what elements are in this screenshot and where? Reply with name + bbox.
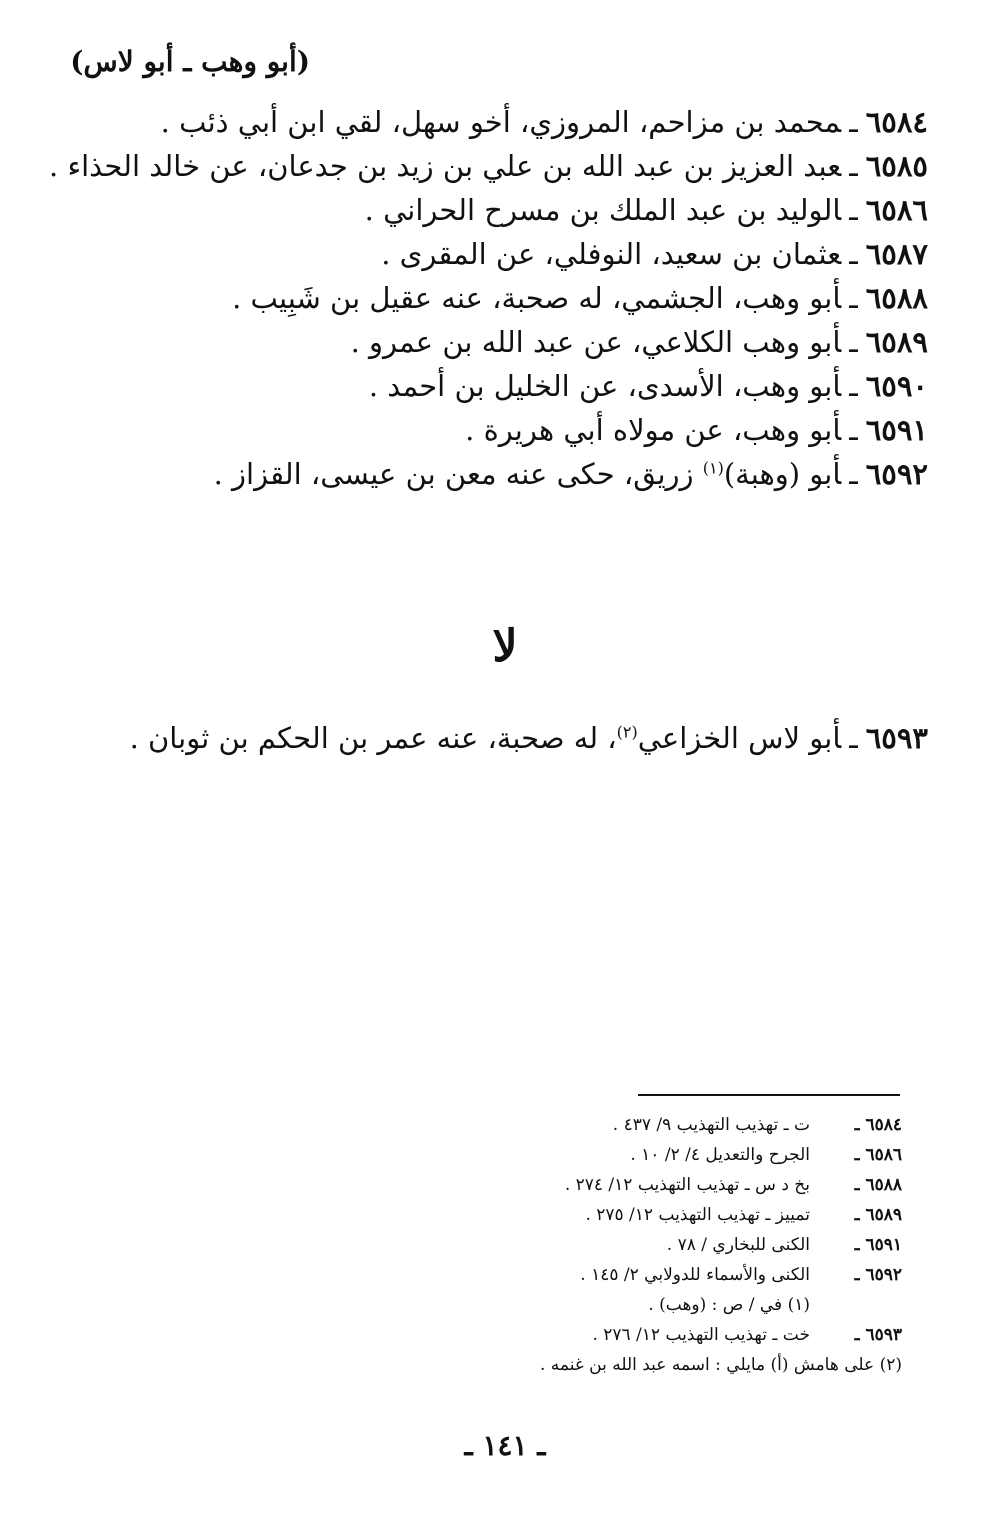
entry-text: أبو (وهبة) — [723, 457, 842, 491]
entries-list — [49, 100, 928, 496]
entry-number: ٦٥٩٣ — [865, 721, 928, 755]
note-number: ٦٥٨٩ ـ — [854, 1205, 902, 1225]
note-number: ٦٥٨٦ ـ — [854, 1145, 902, 1165]
entry-text: أبو وهب، الأسدى، عن الخليل بن أحمد . — [368, 369, 842, 403]
entry-number: ٦٥٨٤ — [865, 105, 928, 139]
page-number: ـ ١٤١ ـ — [464, 1429, 546, 1462]
footnote-1: (١) في / ص : (وهب) . — [648, 1295, 810, 1315]
entry-text: أبو وهب، الجشمي، له صحبة، عنه عقيل بن شَبِيب . — [232, 281, 842, 315]
note-text: الجرح والتعديل ٤/ ٢/ ١٠ . — [630, 1145, 810, 1165]
note-6589 — [402, 1200, 902, 1230]
note-6586 — [402, 1140, 902, 1170]
running-title: (أبو وهب ـ أبو لاس) — [70, 45, 310, 78]
entry-number: ٦٥٨٦ — [865, 193, 928, 227]
entry-6586: ٦٥٨٦ـالوليد بن عبد الملك بن مسرح الحراني . — [364, 193, 928, 227]
entries-list-2 — [68, 716, 928, 760]
footnote-marker[interactable]: (٢) — [616, 722, 638, 742]
note-number: ٦٥٩٢ ـ — [854, 1265, 902, 1285]
note-number: ٦٥٨٨ ـ — [854, 1175, 902, 1195]
note-text: ت ـ تهذيب التهذيب ٩/ ٤٣٧ . — [612, 1115, 810, 1135]
note-6593 — [402, 1320, 902, 1350]
entry-number: ٦٥٩٢ — [865, 457, 928, 491]
entry-number: ٦٥٨٧ — [865, 237, 928, 271]
note-number: ٦٥٩١ ـ — [854, 1235, 902, 1255]
entry-text: عثمان بن سعيد، النوفلي، عن المقرى . — [381, 237, 842, 271]
entry-text: عبد العزيز بن عبد الله بن علي بن زيد بن جدعان، عن خالد الحذاء . — [49, 149, 842, 183]
entry-6591: ٦٥٩١ـأبو وهب، عن مولاه أبي هريرة . — [465, 413, 928, 447]
note-text: خت ـ تهذيب التهذيب ١٢/ ٢٧٦ . — [592, 1325, 810, 1345]
entry-text: أبو وهب، عن مولاه أبي هريرة . — [465, 413, 842, 447]
entry-text-cont: زريق، حكى عنه معن بن عيسى، القزاز . — [213, 457, 703, 491]
entry-text-cont: ، له صحبة، عنه عمر بن الحكم بن ثوبان . — [129, 721, 617, 755]
entry-6584: ٦٥٨٤ـمحمد بن مزاحم، المروزي، أخو سهل، لقي ابن أبي ذئب . — [160, 105, 928, 139]
note-number: ٦٥٨٤ ـ — [854, 1115, 902, 1135]
note-text: بخ د س ـ تهذيب التهذيب ١٢/ ٢٧٤ . — [564, 1175, 810, 1195]
entry-6587: ٦٥٨٧ـعثمان بن سعيد، النوفلي، عن المقرى . — [381, 237, 928, 271]
entry-6585: ٦٥٨٥ـعبد العزيز بن عبد الله بن علي بن زيد بن جدعان، عن خالد الحذاء . — [49, 149, 928, 183]
entry-number: ٦٥٩٠ — [865, 369, 928, 403]
entry-6592: ٦٥٩٢ـأبو (وهبة)$^{(١)}$ زريق، حكى عنه معن بن عيسى، القزاز . — [213, 457, 928, 491]
entry-text: أبو لاس الخزاعي — [637, 721, 842, 755]
entry-number: ٦٥٨٥ — [865, 149, 928, 183]
entry-number: ٦٥٩١ — [865, 413, 928, 447]
footnote-2: (٢) على هامش (أ) مايلي : اسمه عبد الله بن غنمه . — [539, 1355, 902, 1375]
footnote-marker[interactable]: (١) — [702, 458, 724, 478]
note-text: الكنى والأسماء للدولابي ٢/ ١٤٥ . — [580, 1265, 810, 1285]
entry-6589: ٦٥٨٩ـأبو وهب الكلاعي، عن عبد الله بن عمرو . — [350, 325, 928, 359]
notes-block — [402, 1110, 902, 1380]
note-text: تمييز ـ تهذيب التهذيب ١٢/ ٢٧٥ . — [585, 1205, 810, 1225]
entry-6590: ٦٥٩٠ـأبو وهب، الأسدى، عن الخليل بن أحمد . — [368, 369, 928, 403]
entry-6593: ٦٥٩٣ـأبو لاس الخزاعي$^{(٢)}$، له صحبة، عنه عمر بن الحكم بن ثوبان . — [129, 721, 928, 755]
entry-text: أبو وهب الكلاعي، عن عبد الله بن عمرو . — [350, 325, 842, 359]
footnote-divider — [638, 1094, 900, 1096]
note-6592 — [402, 1260, 902, 1290]
entry-number: ٦٥٨٩ — [865, 325, 928, 359]
entry-text: الوليد بن عبد الملك بن مسرح الحراني . — [364, 193, 842, 227]
note-6584 — [402, 1110, 902, 1140]
entry-number: ٦٥٨٨ — [865, 281, 928, 315]
note-number: ٦٥٩٣ ـ — [854, 1325, 902, 1345]
note-6591 — [402, 1230, 902, 1260]
section-heading: لا — [492, 621, 518, 672]
note-text: الكنى للبخاري / ٧٨ . — [666, 1235, 810, 1255]
entry-text: محمد بن مزاحم، المروزي، أخو سهل، لقي ابن أبي ذئب . — [160, 105, 842, 139]
note-6588 — [402, 1170, 902, 1200]
entry-6588: ٦٥٨٨ـأبو وهب، الجشمي، له صحبة، عنه عقيل بن شَبِيب . — [232, 281, 928, 315]
